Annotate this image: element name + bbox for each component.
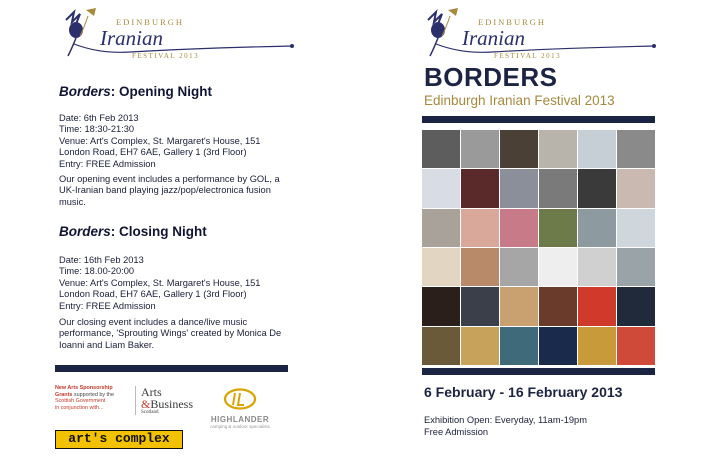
photo-tile	[539, 287, 577, 325]
closing-entry: Entry: FREE Admission	[59, 300, 156, 311]
photo-tile	[578, 130, 616, 168]
opening-date: Date: 6th Feb 2013	[59, 113, 139, 123]
poster-title: BORDERS	[424, 62, 558, 92]
poster-top-bar	[422, 116, 655, 123]
photo-tile	[539, 248, 577, 286]
photo-tile	[500, 130, 538, 168]
photo-grid	[422, 130, 655, 365]
poster-logo-line-edinburgh: EDINBURGH	[478, 17, 547, 27]
photo-tile	[461, 287, 499, 325]
left-page	[0, 0, 350, 464]
opening-title-em: Borders	[59, 84, 111, 99]
photo-tile	[539, 130, 577, 168]
nas-line-3: supported by the	[73, 391, 115, 398]
photo-tile	[539, 169, 577, 207]
arts-business-logo	[135, 386, 195, 415]
nas-line-4: Scottish Government	[55, 398, 106, 404]
closing-time: Time: 18.00-20:00	[59, 266, 135, 277]
photo-tile	[422, 209, 460, 247]
left-divider-bar	[55, 365, 288, 372]
festival-logo	[60, 8, 296, 70]
photo-tile	[617, 287, 655, 325]
ab-arts: Arts	[141, 385, 162, 399]
poster-open-hours: Exhibition Open: Everyday, 11am-19pm	[424, 415, 587, 425]
poster-dates: 6 February - 16 February 2013	[424, 384, 623, 400]
logo-line-iranian: Iranian	[100, 26, 163, 50]
photo-tile	[461, 169, 499, 207]
photo-tile	[617, 327, 655, 365]
photo-tile	[539, 209, 577, 247]
highlander-emblem-icon	[223, 388, 257, 410]
poster-bottom-bar	[422, 368, 655, 375]
nas-line-2: Grants	[55, 391, 73, 398]
opening-entry: Entry: FREE Admission	[59, 158, 156, 169]
closing-description: Our closing event includes a dance/live music performance, 'Sprouting Wings' created by Monica De Ioanni and Liam Baker.	[59, 317, 282, 350]
closing-venue-2: London Road, EH7 6AE, Gallery 1 (3rd Floor)	[59, 289, 247, 300]
photo-tile	[422, 169, 460, 207]
nas-line-5: in conjunction with...	[55, 404, 104, 411]
photo-tile	[461, 248, 499, 286]
ab-scotland: Scotland	[141, 410, 159, 415]
poster-opening-info	[424, 414, 587, 438]
opening-night-heading	[59, 84, 212, 99]
poster-subtitle: Edinburgh Iranian Festival 2013	[424, 93, 615, 108]
nas-line-1: New Arts Sponsorship	[55, 385, 113, 391]
opening-venue-2: London Road, EH7 6AE, Gallery 1 (3rd Floor)	[59, 147, 247, 158]
opening-time: Time: 18:30-21:30	[59, 124, 135, 135]
photo-tile	[461, 209, 499, 247]
photo-tile	[617, 130, 655, 168]
photo-tile	[617, 169, 655, 207]
photo-tile	[617, 209, 655, 247]
logo-line-festival: FESTIVAL 2013	[132, 52, 200, 60]
highlander-logo	[204, 388, 276, 429]
photo-tile	[539, 327, 577, 365]
opening-details	[59, 113, 260, 170]
photo-tile	[500, 327, 538, 365]
closing-title-em: Borders	[59, 224, 111, 239]
photo-tile	[578, 287, 616, 325]
closing-venue-1: Venue: Art's Complex, St. Margaret's House, 151	[59, 277, 261, 288]
arts-complex-logo: art's complex	[55, 430, 183, 449]
poster-festival-logo	[422, 8, 658, 70]
photo-tile	[422, 130, 460, 168]
new-arts-sponsorship-logo	[55, 385, 129, 411]
closing-title-rest: : Closing Night	[110, 224, 207, 239]
opening-title-rest: : Opening Night	[110, 84, 212, 99]
ab-amp: &	[141, 397, 151, 411]
poster-logo-line-festival: FESTIVAL 2013	[494, 52, 562, 60]
right-page	[360, 0, 720, 464]
photo-tile	[500, 248, 538, 286]
photo-tile	[422, 327, 460, 365]
photo-tile	[578, 169, 616, 207]
logo-line-edinburgh: EDINBURGH	[116, 17, 185, 27]
photo-tile	[578, 209, 616, 247]
closing-details	[59, 255, 260, 312]
photo-tile	[578, 248, 616, 286]
photo-tile	[500, 209, 538, 247]
photo-tile	[461, 130, 499, 168]
photo-tile	[578, 327, 616, 365]
photo-tile	[617, 248, 655, 286]
poster-logo-line-iranian: Iranian	[462, 26, 525, 50]
photo-tile	[461, 327, 499, 365]
highlander-tagline: camping & outdoor specialists	[210, 424, 270, 429]
poster-admission: Free Admission	[424, 427, 489, 437]
highlander-name: HIGHLANDER	[210, 415, 270, 424]
opening-venue-1: Venue: Art's Complex, St. Margaret's House, 151	[59, 135, 261, 146]
photo-tile	[500, 169, 538, 207]
closing-night-heading	[59, 224, 207, 239]
photo-tile	[422, 287, 460, 325]
opening-description: Our opening event includes a performance by GOL, a UK-Iranian band playing jazz/pop/electronica fusion music.	[59, 174, 280, 207]
photo-tile	[422, 248, 460, 286]
ab-business: Business	[150, 397, 194, 411]
photo-tile	[500, 287, 538, 325]
closing-date: Date: 16th Feb 2013	[59, 255, 144, 265]
